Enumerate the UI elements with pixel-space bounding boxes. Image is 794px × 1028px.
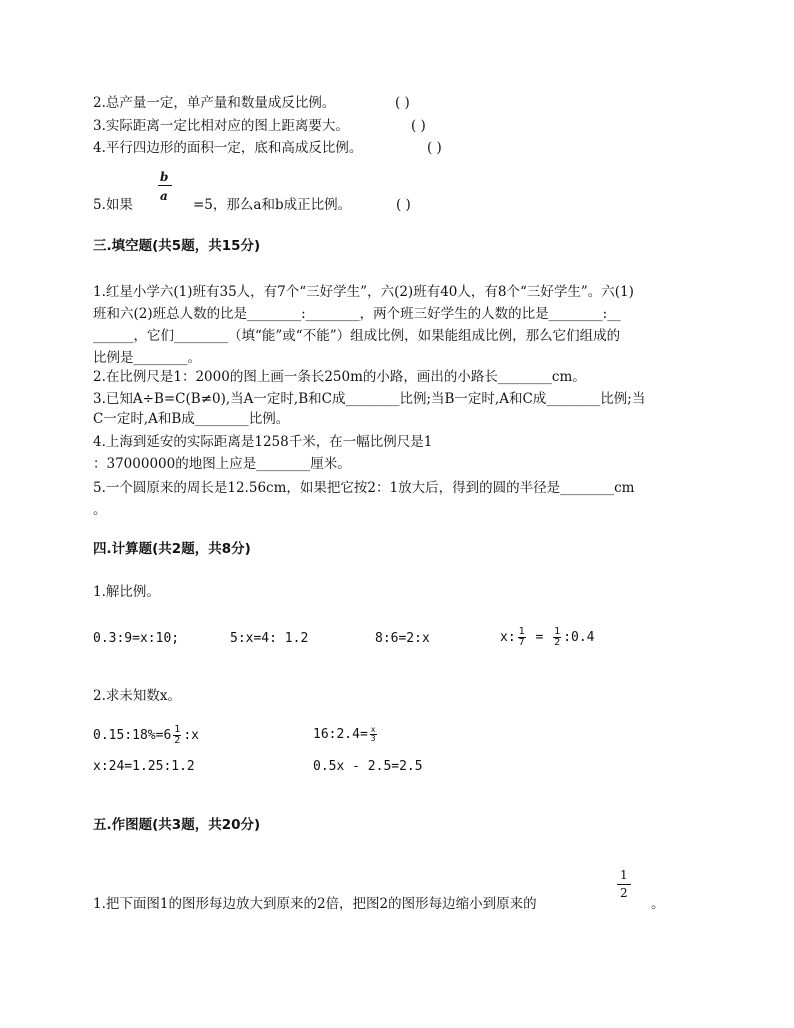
judge-q5-fraction-numerator: b [160, 170, 169, 184]
calc-p2-title: 2.求未知数x。 [93, 688, 181, 704]
judge-q4-answer-paren: ( ) [427, 140, 442, 156]
judge-q3-answer-paren: ( ) [411, 118, 426, 134]
calc-p2-a-fraction: $\frac{1}{2}$ [174, 724, 181, 746]
judge-q5-answer-paren: ( ) [396, 197, 411, 213]
judge-q5-fraction-bar [158, 185, 172, 186]
calc-p2-c: x:24=1.25:1.2 [93, 759, 195, 774]
section-draw-heading: 五.作图题(共3题，共20分) [93, 817, 261, 833]
fill-q1-line2: 班和六(2)班总人数的比是________:________，两个班三好学生的人数的比是________:__ [93, 306, 621, 322]
judge-question-4 [93, 139, 442, 157]
calc-p1-b: 5:x=4: 1.2 [230, 631, 309, 646]
judge-q5-suffix: =5，那么a和b成正比例。 [193, 197, 352, 213]
judge-question-3 [93, 117, 426, 135]
calc-p1-d-fraction-2: $\frac{1}{2}$ [554, 626, 561, 648]
calc-p1-d-suffix: :0.4 [563, 630, 595, 645]
judge-question-2 [93, 94, 410, 112]
fill-q4-line2: ：37000000的地图上应是________厘米。 [93, 456, 351, 472]
calc-p1-d-fraction-1: $\frac{1}{7}$ [518, 626, 525, 648]
judge-q3-text: 3.实际距离一定比相对应的图上距离要大。 [93, 118, 349, 134]
calc-p2-b-prefix: 16:2.4= [313, 727, 368, 742]
draw-q1-fraction-denominator: 2 [620, 886, 628, 900]
draw-q1-text: 1.把下面图1的图形每边放大到原来的2倍，把图2的图形每边缩小到原来的 [93, 896, 537, 912]
calc-p1-d-equals: = [535, 630, 544, 645]
section-calc-heading: 四.计算题(共2题，共8分) [93, 541, 251, 557]
section-fill-heading: 三.填空题(共5题，共15分) [93, 238, 261, 254]
draw-q1 [93, 895, 665, 913]
calc-p1-title: 1.解比例。 [93, 584, 160, 600]
draw-q1-fraction-numerator: 1 [620, 868, 628, 882]
calc-p2-a-suffix: :x [183, 728, 199, 743]
fill-q1-line3: ______，它们________（填“能”或“不能”）组成比例，如果能组成比例，那么它们组成的 [93, 328, 621, 344]
fill-q1-line4: 比例是________。 [93, 350, 201, 366]
calc-p2-b-fraction: $\frac{x}{3}$ [370, 725, 376, 743]
fill-q5-line2: 。 [93, 502, 107, 518]
calc-p1-d-prefix: x: [500, 630, 516, 645]
calc-p2-a-prefix: 0.15:18%=6 [93, 728, 172, 743]
fill-q3-line2: C一定时,A和B成________比例。 [93, 411, 290, 427]
fill-q3-line1: 3.已知A÷B=C(B≠0),当A一定时,B和C成________比例;当B一定时,A和C成________比例;当 [93, 391, 646, 407]
judge-q4-text: 4.平行四边形的面积一定，底和高成反比例。 [93, 140, 363, 156]
fill-q5-line1: 5.一个圆原来的周长是12.56cm，如果把它按2：1放大后，得到的圆的半径是________cm [93, 480, 635, 496]
judge-question-5 [93, 196, 411, 214]
judge-q5-fraction-denominator: a [160, 189, 168, 203]
fill-q4-line1: 4.上海到延安的实际距离是1258千米，在一幅比例尺是1 [93, 434, 433, 450]
fill-q1-line1: 1.红星小学六(1)班有35人，有7个“三好学生”，六(2)班有40人，有8个“三好学生”。六(1) [93, 284, 634, 300]
calc-p1-d [500, 625, 595, 651]
calc-p1-c: 8:6=2:x [375, 631, 430, 646]
judge-q2-answer-paren: ( ) [395, 95, 410, 111]
judge-q5-prefix: 5.如果 [93, 197, 133, 213]
draw-q1-end: 。 [651, 896, 665, 912]
judge-q2-text: 2.总产量一定，单产量和数量成反比例。 [93, 95, 336, 111]
calc-p2-b [313, 722, 379, 748]
calc-p2-d: 0.5x - 2.5=2.5 [313, 759, 423, 774]
fill-q2: 2.在比例尺是1：2000的图上画一条长250m的小路，画出的小路长________cm。 [93, 369, 586, 385]
calc-p1-a: 0.3:9=x:10; [93, 631, 180, 646]
calc-p2-a [93, 723, 199, 749]
